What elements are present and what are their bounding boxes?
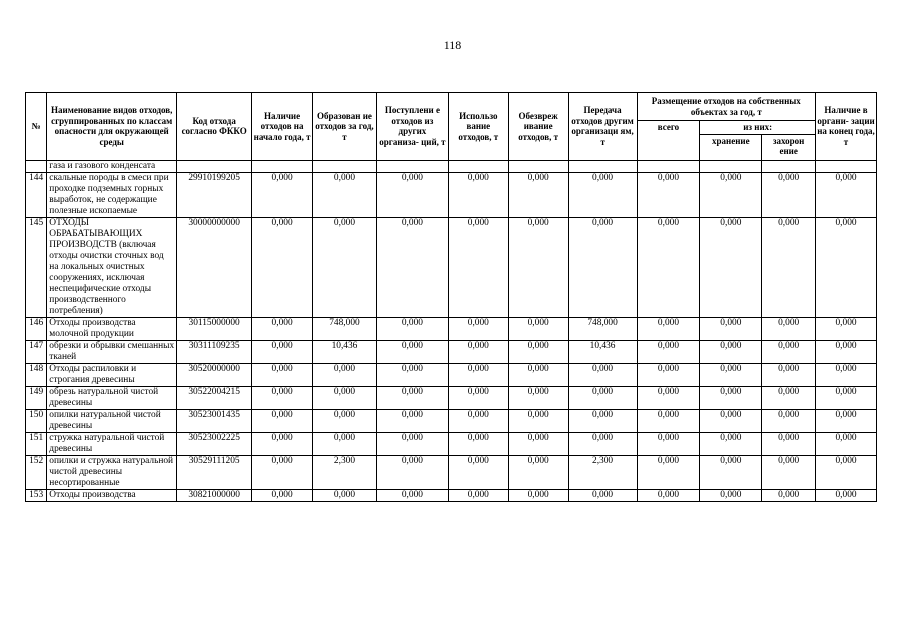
- cell-burial: 0,000: [762, 363, 816, 386]
- cell-transferred: 0,000: [568, 432, 637, 455]
- header-storage: хранение: [700, 134, 762, 160]
- cell-start-of-year: 0,000: [252, 317, 313, 340]
- table-row: [26, 317, 877, 340]
- cell-neutralized: 0,000: [508, 363, 568, 386]
- cell-fkko-code: 30000000000: [177, 217, 252, 317]
- cell-formed: [313, 160, 377, 172]
- cell-waste-name: обрезки и обрывки смешанных тканей: [47, 340, 177, 363]
- cell-start-of-year: 0,000: [252, 432, 313, 455]
- cell-formed: 748,000: [313, 317, 377, 340]
- cell-end-of-year: 0,000: [816, 340, 877, 363]
- cell-burial: 0,000: [762, 172, 816, 217]
- cell-formed: 0,000: [313, 217, 377, 317]
- cell-formed: 0,000: [313, 489, 377, 501]
- cell-used: 0,000: [448, 455, 508, 489]
- cell-end-of-year: 0,000: [816, 489, 877, 501]
- cell-waste-name: опилки натуральной чистой древесины: [47, 409, 177, 432]
- cell-transferred: 0,000: [568, 489, 637, 501]
- cell-neutralized: 0,000: [508, 489, 568, 501]
- cell-formed: 0,000: [313, 172, 377, 217]
- header-formed: Образован ие отходов за год, т: [313, 93, 377, 161]
- cell-received: 0,000: [376, 172, 448, 217]
- table-body: [26, 160, 877, 501]
- cell-start-of-year: 0,000: [252, 489, 313, 501]
- cell-waste-name: газа и газового конденсата: [47, 160, 177, 172]
- cell-waste-name: обрезь натуральной чистой древесины: [47, 386, 177, 409]
- header-of-which: из них:: [700, 121, 816, 135]
- cell-fkko-code: 30523001435: [177, 409, 252, 432]
- cell-neutralized: 0,000: [508, 409, 568, 432]
- header-used: Использо вание отходов, т: [448, 93, 508, 161]
- cell-storage: 0,000: [700, 489, 762, 501]
- cell-formed: 0,000: [313, 432, 377, 455]
- cell-waste-name: Отходы производства: [47, 489, 177, 501]
- cell-start-of-year: 0,000: [252, 363, 313, 386]
- cell-end-of-year: 0,000: [816, 217, 877, 317]
- cell-storage: 0,000: [700, 172, 762, 217]
- waste-table: [25, 92, 877, 502]
- cell-end-of-year: 0,000: [816, 172, 877, 217]
- table-row: [26, 432, 877, 455]
- cell-waste-name: скальные породы в смеси при проходке подземных горных выработок, не содержащие полезные ископаемые: [47, 172, 177, 217]
- cell-transferred: 0,000: [568, 386, 637, 409]
- cell-used: 0,000: [448, 340, 508, 363]
- table-row: [26, 386, 877, 409]
- cell-start-of-year: [252, 160, 313, 172]
- cell-fkko-code: 30115000000: [177, 317, 252, 340]
- header-transferred: Передача отходов другим организаци ям, т: [568, 93, 637, 161]
- cell-transferred: 2,300: [568, 455, 637, 489]
- cell-neutralized: 0,000: [508, 172, 568, 217]
- cell-placement-total: 0,000: [637, 340, 700, 363]
- table-row: [26, 489, 877, 501]
- cell-storage: 0,000: [700, 340, 762, 363]
- cell-end-of-year: 0,000: [816, 317, 877, 340]
- cell-burial: 0,000: [762, 386, 816, 409]
- cell-received: 0,000: [376, 455, 448, 489]
- cell-burial: 0,000: [762, 340, 816, 363]
- cell-end-of-year: 0,000: [816, 409, 877, 432]
- cell-waste-name: ОТХОДЫ ОБРАБАТЫВАЮЩИХ ПРОИЗВОДСТВ (включая отходы очистки сточных вод на локальных очистных сооружениях, исключая неспецифические отходы производственного потребления): [47, 217, 177, 317]
- table-row: [26, 217, 877, 317]
- table-row: [26, 363, 877, 386]
- cell-fkko-code: 30523002225: [177, 432, 252, 455]
- cell-burial: [762, 160, 816, 172]
- cell-neutralized: 0,000: [508, 217, 568, 317]
- cell-formed: 10,436: [313, 340, 377, 363]
- cell-burial: 0,000: [762, 217, 816, 317]
- page-number: 118: [443, 38, 462, 52]
- cell-used: [448, 160, 508, 172]
- cell-neutralized: 0,000: [508, 317, 568, 340]
- cell-waste-name: Отходы распиловки и строгания древесины: [47, 363, 177, 386]
- cell-received: [376, 160, 448, 172]
- cell-transferred: 748,000: [568, 317, 637, 340]
- cell-burial: 0,000: [762, 489, 816, 501]
- cell-neutralized: 0,000: [508, 340, 568, 363]
- cell-storage: [700, 160, 762, 172]
- cell-received: 0,000: [376, 340, 448, 363]
- header-num: №: [26, 93, 47, 161]
- cell-end-of-year: 0,000: [816, 455, 877, 489]
- cell-waste-name: Отходы производства молочной продукции: [47, 317, 177, 340]
- cell-start-of-year: 0,000: [252, 455, 313, 489]
- header-neutralized: Обезвреж ивание отходов, т: [508, 93, 568, 161]
- cell-placement-total: 0,000: [637, 363, 700, 386]
- cell-end-of-year: 0,000: [816, 432, 877, 455]
- cell-transferred: 10,436: [568, 340, 637, 363]
- cell-neutralized: 0,000: [508, 455, 568, 489]
- cell-row-number: 151: [26, 432, 47, 455]
- cell-storage: 0,000: [700, 432, 762, 455]
- cell-used: 0,000: [448, 386, 508, 409]
- cell-received: 0,000: [376, 217, 448, 317]
- cell-placement-total: 0,000: [637, 317, 700, 340]
- cell-storage: 0,000: [700, 317, 762, 340]
- cell-fkko-code: 30522004215: [177, 386, 252, 409]
- cell-received: 0,000: [376, 489, 448, 501]
- cell-start-of-year: 0,000: [252, 217, 313, 317]
- cell-row-number: 150: [26, 409, 47, 432]
- cell-start-of-year: 0,000: [252, 409, 313, 432]
- table-row: [26, 340, 877, 363]
- cell-waste-name: стружка натуральной чистой древесины: [47, 432, 177, 455]
- cell-placement-total: 0,000: [637, 489, 700, 501]
- cell-transferred: [568, 160, 637, 172]
- cell-neutralized: [508, 160, 568, 172]
- cell-storage: 0,000: [700, 409, 762, 432]
- cell-transferred: 0,000: [568, 172, 637, 217]
- header-placement: Размещение отходов на собственных объектах за год, т: [637, 93, 816, 121]
- cell-received: 0,000: [376, 317, 448, 340]
- cell-placement-total: 0,000: [637, 455, 700, 489]
- cell-end-of-year: [816, 160, 877, 172]
- cell-burial: 0,000: [762, 455, 816, 489]
- cell-placement-total: 0,000: [637, 217, 700, 317]
- cell-fkko-code: 30311109235: [177, 340, 252, 363]
- cell-row-number: [26, 160, 47, 172]
- cell-storage: 0,000: [700, 455, 762, 489]
- cell-fkko-code: [177, 160, 252, 172]
- cell-formed: 0,000: [313, 363, 377, 386]
- header-end: Наличие в органи- зации на конец года, т: [816, 93, 877, 161]
- header-start: Наличие отходов на начало года, т: [252, 93, 313, 161]
- cell-used: 0,000: [448, 317, 508, 340]
- cell-formed: 0,000: [313, 386, 377, 409]
- cell-placement-total: 0,000: [637, 172, 700, 217]
- cell-row-number: 147: [26, 340, 47, 363]
- cell-row-number: 144: [26, 172, 47, 217]
- cell-formed: 2,300: [313, 455, 377, 489]
- table-row: [26, 455, 877, 489]
- cell-burial: 0,000: [762, 317, 816, 340]
- cell-fkko-code: 30529111205: [177, 455, 252, 489]
- cell-placement-total: 0,000: [637, 432, 700, 455]
- cell-start-of-year: 0,000: [252, 172, 313, 217]
- cell-fkko-code: 29910199205: [177, 172, 252, 217]
- cell-received: 0,000: [376, 409, 448, 432]
- cell-placement-total: 0,000: [637, 409, 700, 432]
- cell-storage: 0,000: [700, 363, 762, 386]
- cell-fkko-code: 30520000000: [177, 363, 252, 386]
- cell-end-of-year: 0,000: [816, 363, 877, 386]
- cell-used: 0,000: [448, 409, 508, 432]
- cell-used: 0,000: [448, 172, 508, 217]
- cell-row-number: 153: [26, 489, 47, 501]
- cell-burial: 0,000: [762, 409, 816, 432]
- cell-fkko-code: 30821000000: [177, 489, 252, 501]
- cell-storage: 0,000: [700, 217, 762, 317]
- cell-row-number: 145: [26, 217, 47, 317]
- cell-transferred: 0,000: [568, 409, 637, 432]
- cell-used: 0,000: [448, 432, 508, 455]
- header-name: Наименование видов отходов, сгруппированных по классам опасности для окружающей среды: [47, 93, 177, 161]
- table-row: [26, 160, 877, 172]
- cell-transferred: 0,000: [568, 217, 637, 317]
- cell-neutralized: 0,000: [508, 432, 568, 455]
- cell-row-number: 149: [26, 386, 47, 409]
- header-received: Поступлени е отходов из других организа- ций, т: [376, 93, 448, 161]
- cell-row-number: 148: [26, 363, 47, 386]
- cell-neutralized: 0,000: [508, 386, 568, 409]
- cell-row-number: 146: [26, 317, 47, 340]
- cell-used: 0,000: [448, 363, 508, 386]
- header-burial: захорон ение: [762, 134, 816, 160]
- cell-burial: 0,000: [762, 432, 816, 455]
- cell-formed: 0,000: [313, 409, 377, 432]
- table-row: [26, 409, 877, 432]
- cell-waste-name: опилки и стружка натуральной чистой древесины несортированные: [47, 455, 177, 489]
- cell-used: 0,000: [448, 489, 508, 501]
- table-row: [26, 172, 877, 217]
- header-total: всего: [637, 121, 700, 161]
- cell-received: 0,000: [376, 432, 448, 455]
- cell-received: 0,000: [376, 386, 448, 409]
- cell-placement-total: 0,000: [637, 386, 700, 409]
- cell-received: 0,000: [376, 363, 448, 386]
- cell-placement-total: [637, 160, 700, 172]
- cell-start-of-year: 0,000: [252, 340, 313, 363]
- cell-start-of-year: 0,000: [252, 386, 313, 409]
- cell-row-number: 152: [26, 455, 47, 489]
- header-code: Код отхода согласно ФККО: [177, 93, 252, 161]
- cell-used: 0,000: [448, 217, 508, 317]
- cell-storage: 0,000: [700, 386, 762, 409]
- cell-end-of-year: 0,000: [816, 386, 877, 409]
- cell-transferred: 0,000: [568, 363, 637, 386]
